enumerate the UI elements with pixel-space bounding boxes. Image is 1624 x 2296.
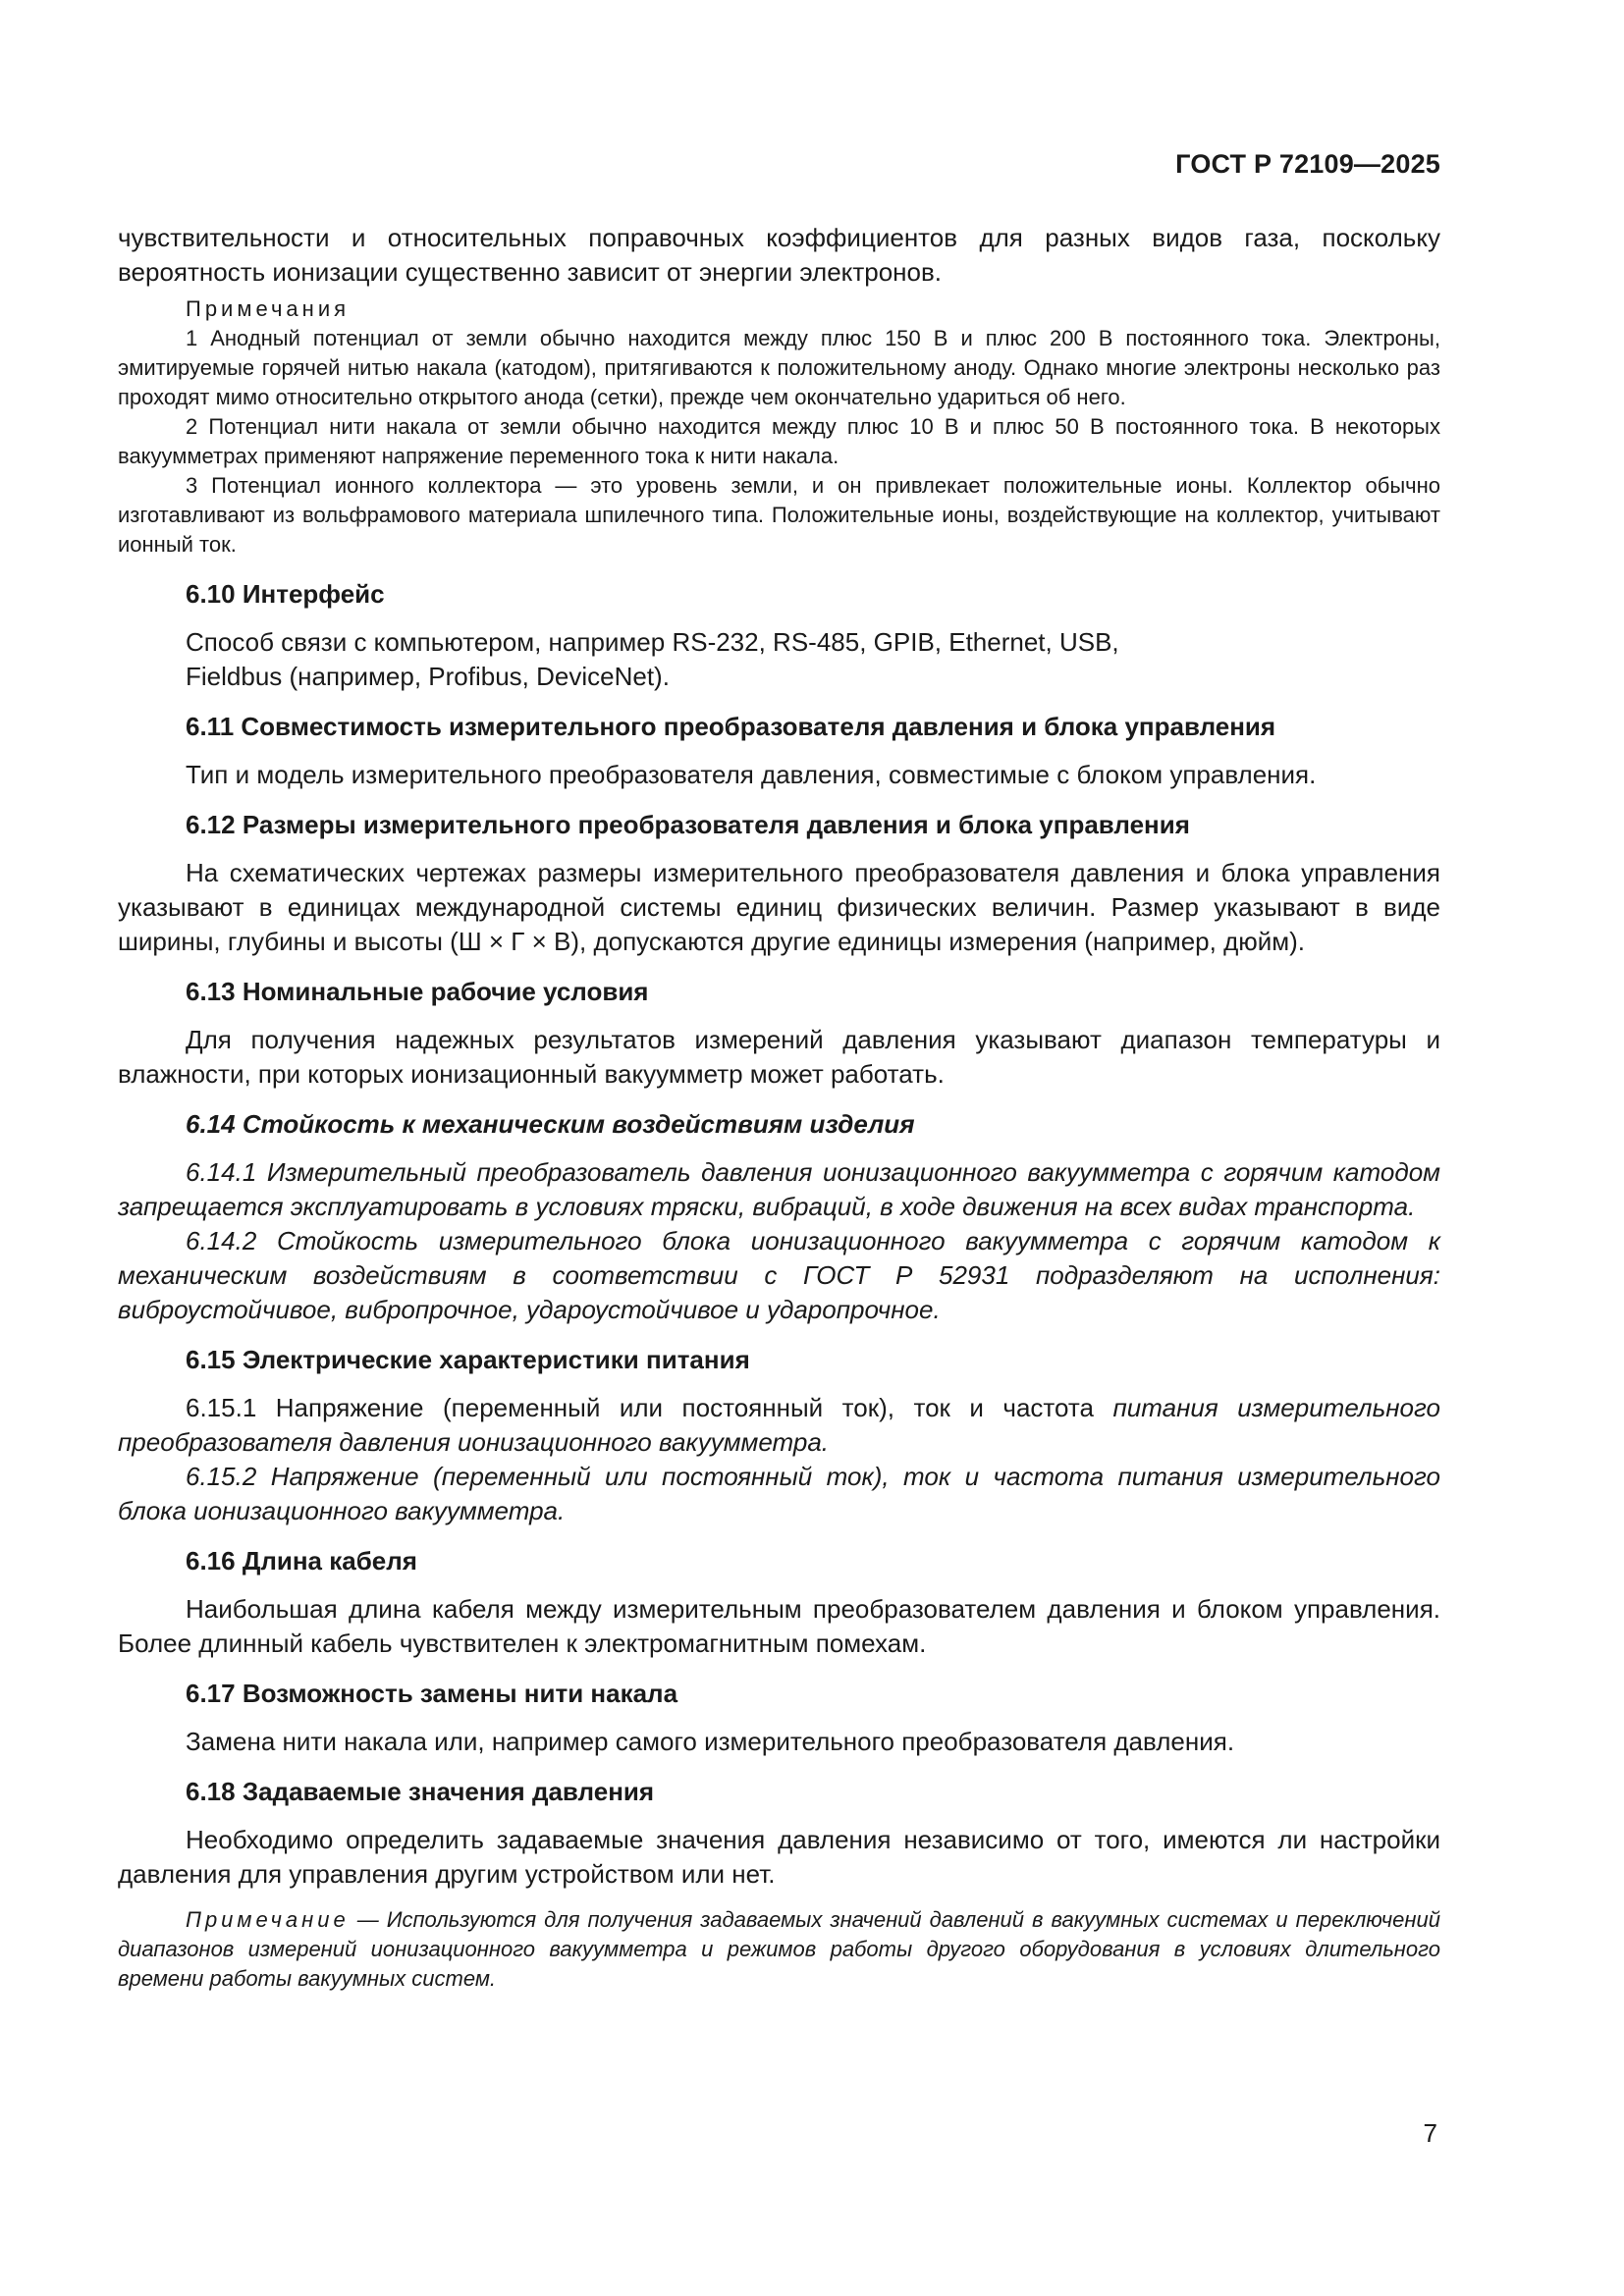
document-id-header: ГОСТ Р 72109—2025	[1175, 149, 1440, 179]
note-item-2: 2 Потенциал нити накала от земли обычно находится между плюс 10 В и плюс 50 В постоянного тока. В некоторых вакуумметрах применяют напряжение переменного тока к нити накала.	[118, 414, 1440, 468]
page-content	[118, 221, 1440, 1994]
section-6-18-note	[118, 1905, 1440, 1994]
note-item-3: 3 Потенциал ионного коллектора — это уровень земли, и он привлекает положительные ионы. Коллектор обычно изготавливают из вольфрамового материала шпилечного типа. Положительные ионы, воздействующие на коллектор, учитывают ионный ток.	[118, 473, 1440, 557]
section-6-10-line-2: Fieldbus (например, Profibus, DeviceNet).	[186, 662, 670, 691]
section-6-11-heading: 6.11 Совместимость измерительного преобразователя давления и блока управления	[186, 712, 1276, 741]
notes-block	[118, 294, 1440, 560]
section-6-14-heading: 6.14 Стойкость к механическим воздействиям изделия	[186, 1109, 915, 1139]
section-6-17-heading: 6.17 Возможность замены нити накала	[186, 1679, 678, 1708]
page-number: 7	[1423, 2118, 1437, 2148]
section-6-11-text: Тип и модель измерительного преобразователя давления, совместимые с блоком управления.	[186, 760, 1317, 789]
section-6-12-text: На схематических чертежах размеры измерительного преобразователя давления и блока управления указывают в единицах международной системы единиц физических величин. Размер указывают в виде ширины, глубины и высоты (Ш × Г × В), допускаются другие единицы измерения (например, дюйм).	[118, 858, 1440, 956]
note-item-1: 1 Анодный потенциал от земли обычно находится между плюс 150 В и плюс 200 В постоянного тока. Электроны, эмитируемые горячей нитью накала (катодом), притягиваются к положительному аноду. Однако многие электроны несколько раз проходят мимо относительно открытого анода (сетки), прежде чем окончательно удариться об него.	[118, 326, 1440, 409]
section-6-18-note-label: Примечание	[186, 1907, 350, 1932]
section-6-16-heading: 6.16 Длина кабеля	[186, 1546, 417, 1575]
section-6-18-text: Необходимо определить задаваемые значения давления независимо от того, имеются ли настройки давления для управления другим устройством или нет.	[118, 1825, 1440, 1889]
section-6-14-2-text: 6.14.2 Стойкость измерительного блока ионизационного вакуумметра с горячим катодом к механическим воздействиям в соответствии с ГОСТ Р 52931 подразделяют на исполнения: виброустойчивое, вибропрочное, удароустойчивое и ударопрочное.	[118, 1226, 1440, 1324]
section-6-17-text: Замена нити накала или, например самого измерительного преобразователя давления.	[186, 1727, 1235, 1756]
section-6-10-body	[118, 625, 1440, 694]
section-6-18-note-text: — Используются для получения задаваемых значений давлений в вакуумных системах и переключений диапазонов измерений ионизационного вакуумметра и режимов работы другого оборудования в условиях длительного времени работы вакуумных систем.	[118, 1907, 1440, 1991]
intro-paragraph: чувствительности и относительных поправочных коэффициентов для разных видов газа, поскольку вероятность ионизации существенно зависит от энергии электронов.	[118, 223, 1440, 287]
section-6-16-text: Наибольшая длина кабеля между измерительным преобразователем давления и блоком управления. Более длинный кабель чувствителен к электромагнитным помехам.	[118, 1594, 1440, 1658]
section-6-13-heading: 6.13 Номинальные рабочие условия	[186, 977, 649, 1006]
section-6-10-line-1: Способ связи с компьютером, например RS-232, RS-485, GPIB, Ethernet, USB,	[186, 627, 1119, 657]
section-6-15-1-text	[118, 1391, 1440, 1460]
section-6-18-heading: 6.18 Задаваемые значения давления	[186, 1777, 655, 1806]
section-6-15-2-text: 6.15.2 Напряжение (переменный или постоянный ток), ток и частота питания измерительного блока ионизационного вакуумметра.	[118, 1462, 1440, 1525]
section-6-13-text: Для получения надежных результатов измерений давления указывают диапазон температуры и влажности, при которых ионизационный вакуумметр может работать.	[118, 1025, 1440, 1089]
section-6-15-1-italic: питания измерительного преобразователя давления ионизационного вакуумметра.	[118, 1393, 1441, 1457]
section-6-12-heading: 6.12 Размеры измерительного преобразователя давления и блока управления	[186, 810, 1190, 839]
section-6-14-1-text: 6.14.1 Измерительный преобразователь давления ионизационного вакуумметра с горячим катодом запрещается эксплуатировать в условиях тряски, вибраций, в ходе движения на всех видах транспорта.	[118, 1157, 1440, 1221]
section-6-15-1-normal: 6.15.1 Напряжение (переменный или постоянный ток), ток и частота	[186, 1393, 1113, 1422]
section-6-10-heading: 6.10 Интерфейс	[186, 579, 385, 609]
section-6-15-heading: 6.15 Электрические характеристики питания	[186, 1345, 750, 1374]
notes-title: Примечания	[186, 296, 351, 321]
